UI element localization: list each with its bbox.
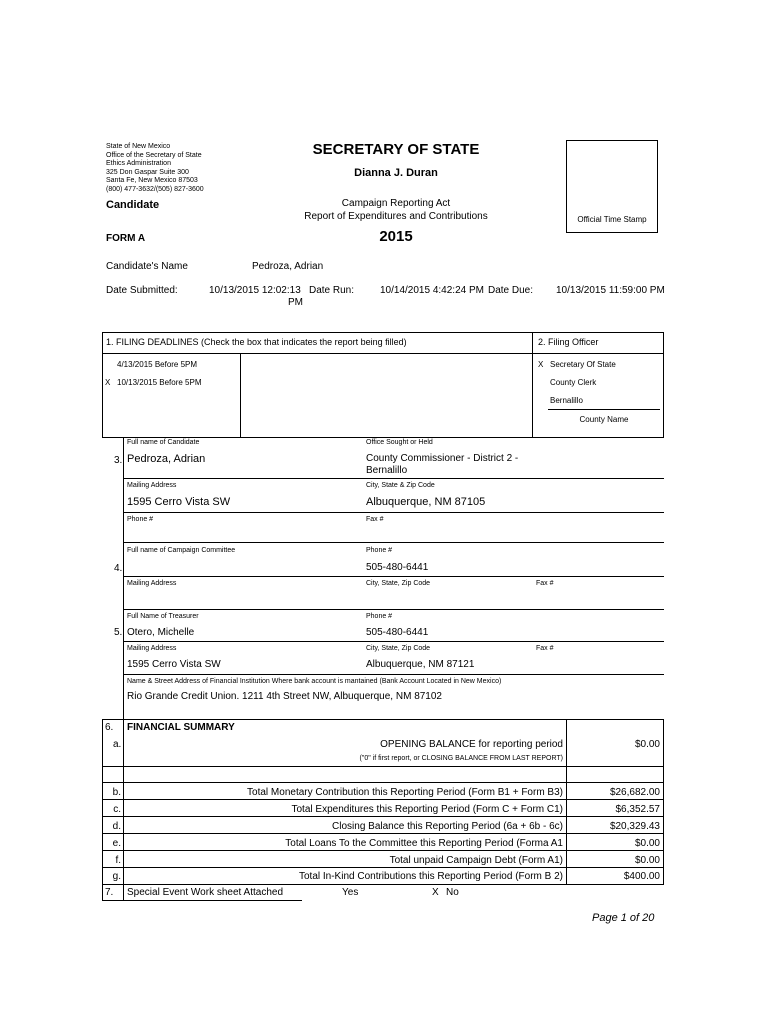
summary-value: $0.00 bbox=[634, 838, 660, 849]
deadline-option-1[interactable]: 4/13/2015 Before 5PM bbox=[117, 360, 198, 369]
special-event-yes[interactable]: Yes bbox=[342, 887, 359, 898]
summary-value: $6,352.57 bbox=[615, 804, 660, 815]
summary-value: $20,329.43 bbox=[609, 821, 660, 832]
candidate-name-value: Pedroza, Adrian bbox=[252, 261, 324, 272]
fax-label: Fax # bbox=[366, 516, 384, 523]
committee-mailing-label: Mailing Address bbox=[127, 580, 177, 587]
bank-name-address: Rio Grande Credit Union. 1211 4th Street NW, Albuquerque, NM 87102 bbox=[127, 691, 442, 702]
candidate-mailing-address: 1595 Cerro Vista SW bbox=[127, 496, 231, 508]
filing-officer-heading: 2. Filing Officer bbox=[538, 337, 599, 347]
treasurer-name: Otero, Michelle bbox=[127, 627, 195, 638]
summary-value: $0.00 bbox=[634, 855, 660, 866]
full-name-label: Full name of Candidate bbox=[127, 439, 200, 446]
treasurer-city-state-zip: Albuquerque, NM 87121 bbox=[366, 659, 475, 670]
opening-balance-note: ("0" if first report, or CLOSING BALANCE FROM LAST REPORT) bbox=[359, 755, 563, 762]
date-submitted-label: Date Submitted: bbox=[106, 285, 178, 296]
treasurer-phone-label: Phone # bbox=[366, 613, 393, 620]
candidate-city-state-zip: Albuquerque, NM 87105 bbox=[366, 496, 486, 508]
summary-value: $400.00 bbox=[623, 871, 660, 882]
date-due-value: 10/13/2015 11:59:00 PM bbox=[556, 285, 665, 296]
agency-line: State of New Mexico bbox=[106, 143, 171, 150]
date-due-label: Date Due: bbox=[488, 285, 534, 296]
stamp-label: Official Time Stamp bbox=[577, 215, 647, 224]
bank-label: Name & Street Address of Financial Institution Where bank account is mantained (Bank Account Located in New Mexico) bbox=[127, 678, 502, 685]
summary-letter: b. bbox=[112, 787, 121, 798]
office-label: Office Sought or Held bbox=[366, 439, 433, 446]
act-line-1: Campaign Reporting Act bbox=[341, 198, 451, 209]
county-name-label: County Name bbox=[579, 415, 629, 424]
treasurer-fax-label: Fax # bbox=[536, 645, 554, 652]
official-time-stamp-box bbox=[566, 140, 658, 233]
agency-line: Ethics Administration bbox=[106, 160, 171, 167]
candidate-heading: Candidate bbox=[106, 199, 160, 211]
agency-line: 325 Don Gaspar Suite 300 bbox=[106, 168, 189, 176]
special-event-no-mark: X bbox=[432, 887, 439, 898]
date-submitted-ampm: PM bbox=[288, 297, 303, 308]
officer-sos-mark: X bbox=[538, 360, 544, 369]
agency-address-block bbox=[106, 143, 306, 194]
committee-phone-label: Phone # bbox=[366, 547, 393, 554]
form-label: FORM A bbox=[106, 233, 146, 244]
page-number: Page 1 of 20 bbox=[592, 912, 655, 924]
summary-letter: c. bbox=[113, 804, 121, 815]
summary-label: Total Monetary Contribution this Reporting Period (Form B1 + Form B3) bbox=[247, 787, 563, 798]
treasurer-mailing-label: Mailing Address bbox=[127, 645, 177, 652]
treasurer-mailing-address: 1595 Cerro Vista SW bbox=[127, 659, 221, 670]
treasurer-name-label: Full Name of Treasurer bbox=[127, 613, 199, 620]
city-state-zip-label: City, State & Zip Code bbox=[366, 482, 435, 489]
special-event-no[interactable]: No bbox=[446, 887, 459, 898]
summary-letter-a: a. bbox=[113, 739, 122, 750]
filing-deadlines-heading: 1. FILING DEADLINES (Check the box that indicates the report being filled) bbox=[106, 337, 407, 347]
special-event-label: Special Event Work sheet Attached bbox=[127, 887, 284, 898]
candidate-name-label: Candidate's Name bbox=[106, 261, 188, 272]
section-6-number: 6. bbox=[105, 722, 114, 733]
agency-line: Office of the Secretary of State bbox=[106, 151, 202, 159]
opening-balance-value: $0.00 bbox=[634, 739, 660, 750]
summary-label: Total unpaid Campaign Debt (Form A1) bbox=[389, 855, 563, 866]
report-year: 2015 bbox=[379, 228, 413, 245]
deadline-option-2[interactable]: 10/13/2015 Before 5PM bbox=[117, 378, 202, 387]
summary-letter: d. bbox=[112, 821, 121, 832]
summary-label: Total Expenditures this Reporting Period (Form C + Form C1) bbox=[291, 804, 563, 815]
summary-letter: g. bbox=[112, 871, 121, 882]
official-name: Dianna J. Duran bbox=[354, 167, 438, 179]
summary-label: Total Loans To the Committee this Reporting Period (Forma A1 bbox=[285, 838, 563, 849]
mailing-address-label: Mailing Address bbox=[127, 482, 177, 489]
deadline-option-2-mark: X bbox=[105, 378, 111, 387]
officer-county-clerk[interactable]: County Clerk bbox=[550, 378, 597, 387]
section-4-number: 4. bbox=[114, 563, 123, 574]
summary-letter: e. bbox=[112, 838, 121, 849]
summary-letter: f. bbox=[115, 855, 121, 866]
summary-value: $26,682.00 bbox=[609, 787, 660, 798]
phone-label: Phone # bbox=[127, 516, 154, 523]
date-run-value: 10/14/2015 4:42:24 PM bbox=[380, 285, 484, 296]
agency-line: Santa Fe, New Mexico 87503 bbox=[106, 177, 198, 184]
summary-label: Closing Balance this Reporting Period (6a + 6b - 6c) bbox=[332, 821, 563, 832]
date-run-label: Date Run: bbox=[309, 285, 355, 296]
section-5-number: 5. bbox=[114, 627, 123, 638]
treasurer-city-label: City, State, Zip Code bbox=[366, 645, 431, 652]
agency-line: (800) 477-3632/(505) 827-3600 bbox=[106, 185, 204, 193]
committee-city-label: City, State, Zip Code bbox=[366, 580, 431, 587]
office-sought-line-1: County Commissioner - District 2 - bbox=[366, 453, 519, 464]
section-3-number: 3. bbox=[114, 455, 123, 466]
page-title: SECRETARY OF STATE bbox=[312, 141, 480, 158]
summary-label: Total In-Kind Contributions this Reporting Period (Form B 2) bbox=[298, 871, 563, 882]
financial-summary-heading: FINANCIAL SUMMARY bbox=[127, 722, 235, 733]
act-line-2: Report of Expenditures and Contributions bbox=[304, 211, 488, 222]
candidate-full-name: Pedroza, Adrian bbox=[127, 453, 206, 465]
office-sought-line-2: Bernalillo bbox=[366, 465, 408, 476]
officer-sos[interactable]: Secretary Of State bbox=[550, 360, 616, 369]
committee-fax-label: Fax # bbox=[536, 580, 554, 587]
date-submitted-value: 10/13/2015 12:02:13 bbox=[209, 285, 301, 296]
officer-county: Bernalillo bbox=[550, 396, 583, 405]
opening-balance-label: OPENING BALANCE for reporting period bbox=[380, 739, 563, 750]
committee-phone: 505-480-6441 bbox=[366, 562, 429, 573]
committee-name-label: Full name of Campaign Committee bbox=[127, 547, 236, 554]
treasurer-phone: 505-480-6441 bbox=[366, 627, 429, 638]
section-7-number: 7. bbox=[105, 887, 114, 898]
